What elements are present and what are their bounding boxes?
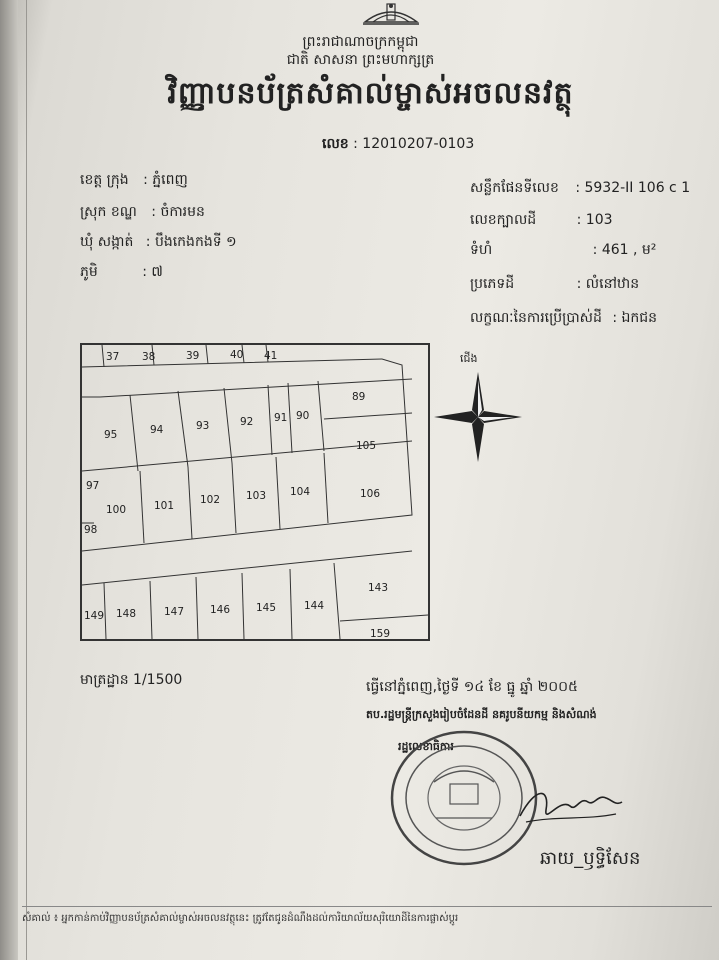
commune-field (80, 232, 237, 253)
motto-heading: ជាតិ សាសនា ព្រះមហាក្សត្រ (286, 52, 435, 68)
footnote-text: សំគាល់ ៖ អ្នកកាន់កាប់វិញ្ញាបនប័ត្រសំគាល់ម្ចាស់អចលនវត្ថុនេះ ត្រូវតែជូនដំណឹងដល់ការិយាល័យសុរិយោដីនៃការផ្លាស់ប្តូរ (22, 913, 459, 924)
parcel-number-label: លេខក្បាលដី (470, 212, 537, 228)
handwritten-signature (516, 776, 626, 836)
district-value: : ចំការមន (151, 204, 205, 220)
certificate-title: វិញ្ញាបនប័ត្រសំគាល់ម្ចាស់អចលនវត្ថុ (167, 76, 574, 111)
land-type-value: : លំនៅឋាន (576, 276, 640, 292)
area-field (470, 240, 656, 261)
signer-name: ឆាយ_ឫទ្ធិសែន (540, 848, 641, 869)
land-type-label: ប្រភេទដី (470, 276, 515, 292)
certificate-page (22, 0, 719, 960)
page-shadow-edge (0, 0, 18, 960)
lot-101: 101 (154, 500, 175, 512)
lot-90: 90 (296, 410, 310, 422)
document-number-value: : 12010207-0103 (353, 136, 475, 152)
footer-divider (22, 906, 712, 907)
parcel-number-value: : 103 (576, 212, 613, 228)
authority-line-2: រដ្ឋលេខាធិការ (398, 740, 454, 753)
lot-41: 41 (264, 350, 278, 362)
lot-106: 106 (360, 488, 381, 500)
north-label: ជើង (460, 352, 478, 365)
lot-144: 144 (304, 600, 325, 612)
cadastral-map-drawing (82, 345, 428, 639)
lot-102: 102 (200, 494, 221, 506)
land-use-field (470, 308, 657, 329)
lot-146: 146 (210, 604, 231, 616)
commune-label: ឃុំ សង្កាត់ (80, 234, 134, 250)
area-label: ទំហំ (470, 242, 493, 258)
area-value: : 461 , ម² (592, 242, 657, 258)
district-label: ស្រុក ខណ្ឌ (80, 204, 137, 220)
lot-159: 159 (370, 628, 391, 639)
commune-value: : បឹងកេងកងទី ១ (145, 234, 237, 250)
district-field (80, 202, 205, 223)
lot-148: 148 (116, 608, 137, 620)
lot-103: 103 (246, 490, 267, 502)
lot-98: 98 (84, 524, 98, 536)
land-use-value: : ឯកជន (612, 310, 658, 326)
lot-143: 143 (368, 582, 389, 594)
lot-104: 104 (290, 486, 311, 498)
map-sheet-value: : 5932-II 106 c 1 (575, 180, 691, 196)
lot-149: 149 (84, 610, 105, 622)
map-sheet-field (470, 178, 690, 199)
royal-emblem-icon (359, 0, 423, 26)
land-type-field (470, 274, 639, 295)
map-sheet-label: សន្លឹកផែនទីលេខ (470, 180, 559, 196)
kingdom-heading: ព្រះរាជាណាចក្រកម្ពុជា (302, 34, 419, 50)
lot-105: 105 (356, 440, 377, 452)
lot-92: 92 (240, 416, 254, 428)
parcel-number-field (470, 210, 613, 231)
document-number (322, 134, 474, 155)
village-field (80, 262, 163, 283)
compass-rose-icon (434, 372, 522, 462)
lot-94: 94 (150, 424, 164, 436)
village-label: ភូមិ (80, 264, 98, 280)
lot-39: 39 (186, 350, 200, 362)
province-label: ខេត្ត ក្រុង (80, 172, 129, 188)
lot-95: 95 (104, 429, 118, 441)
issue-date: ធ្វើនៅភ្នំពេញ,ថ្ងៃទី ១៤ ខែ ធ្នូ ឆ្នាំ ២០០៥ (366, 679, 578, 695)
cadastral-map (80, 343, 430, 641)
lot-89: 89 (352, 391, 366, 403)
lot-100: 100 (106, 504, 127, 516)
province-value: : ភ្នំពេញ (143, 172, 188, 188)
lot-37: 37 (106, 351, 120, 363)
lot-91: 91 (274, 412, 288, 424)
map-scale: មាត្រដ្ឋាន 1/1500 (80, 672, 183, 688)
authority-line-1: តប.រដ្ឋមន្ត្រីក្រសួងរៀបចំដែនដី នគរូបនីយកម្ម និងសំណង់ (366, 708, 597, 721)
province-field (80, 170, 188, 191)
lot-93: 93 (196, 420, 210, 432)
lot-38: 38 (142, 351, 156, 363)
document-number-label: លេខ (322, 136, 349, 152)
land-use-label: លក្ខណៈនៃការប្រើប្រាស់ដី (470, 310, 602, 326)
lot-40: 40 (230, 349, 244, 361)
village-value: : ៧ (142, 264, 163, 280)
lot-147: 147 (164, 606, 185, 618)
lot-145: 145 (256, 602, 277, 614)
lot-97: 97 (86, 480, 100, 492)
